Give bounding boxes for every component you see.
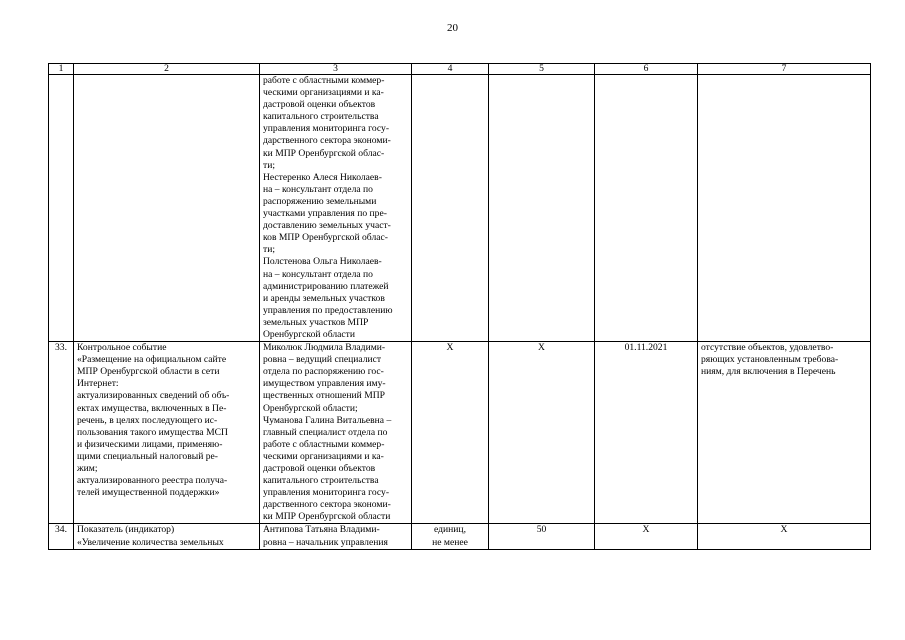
indicator-description-cell [74, 524, 260, 549]
header-col-3: 3 [260, 64, 412, 75]
responsible-persons-cell [260, 75, 412, 342]
text-line: дарственного сектора экономи- [263, 135, 391, 147]
text-line: ниям, для включения в Перечень [701, 366, 836, 378]
cell [489, 75, 595, 342]
text-line: ков МПР Оренбургской облас- [263, 232, 388, 244]
text-line: ческими организациями и ка- [263, 450, 384, 462]
text-line: капитального строительства [263, 475, 379, 487]
text-line: «Увеличение количества земельных [77, 536, 224, 548]
text-line: «Размещение на официальном сайте [77, 354, 227, 366]
note-cell: Х [698, 524, 871, 549]
cell [49, 75, 74, 342]
text-line: имуществом управления иму- [263, 378, 386, 390]
text-line: на – консультант отдела по [263, 268, 373, 280]
note-cell [698, 342, 871, 524]
text-line: управления по предоставлению [263, 304, 393, 316]
text-line: щими специальный налоговый ре- [77, 450, 218, 462]
value-cell: Х [489, 342, 595, 524]
text-line: работе с областными коммер- [263, 75, 385, 86]
header-col-4: 4 [412, 64, 489, 75]
text-line: ки МПР Оренбургской облас- [263, 147, 385, 159]
text-line: Оренбургской области [263, 328, 355, 340]
text-line: Миколюк Людмила Владими- [263, 342, 386, 354]
text-line: администрированию платежей [263, 280, 389, 292]
text-line: и аренды земельных участков [263, 292, 385, 304]
date-cell: 01.11.2021 [595, 342, 698, 524]
row-number: 34. [49, 524, 74, 549]
text-line: управления мониторинга госу- [263, 487, 390, 499]
header-col-5: 5 [489, 64, 595, 75]
continuation-row [49, 75, 871, 342]
text-line: ти; [263, 159, 275, 171]
table-row-34 [49, 524, 871, 549]
date-cell: Х [595, 524, 698, 549]
text-line: единиц, [434, 524, 466, 536]
text-line: жим; [77, 463, 98, 474]
text-line: Нестеренко Алеся Николаев- [263, 171, 382, 183]
text-line: работе с областными коммер- [263, 438, 385, 450]
table-header-row [49, 64, 871, 75]
text-line: актуализированных сведений об объ- [77, 390, 230, 402]
table-row-33 [49, 342, 871, 524]
value-cell: 50 [489, 524, 595, 549]
text-line: Чуманова Галина Витальевна – [263, 414, 392, 426]
text-line: ряющих установленным требова- [701, 354, 839, 366]
text-line: капитального строительства [263, 111, 379, 123]
text-line: пользования такого имущества МСП [77, 426, 228, 438]
text-line: Интернет: [77, 378, 119, 390]
text-line: дастровой оценки объектов [263, 463, 376, 474]
text-line: на – консультант отдела по [263, 183, 373, 195]
text-line: участками управления по пре- [263, 208, 387, 220]
header-col-2: 2 [74, 64, 260, 75]
text-line: отсутствие объектов, удовлетво- [701, 342, 834, 354]
text-line: щественных отношений МПР [263, 390, 386, 402]
text-line: речень, в целях последующего ис- [77, 414, 218, 426]
text-line: дастровой оценки объектов [263, 99, 376, 111]
text-line: ровна – ведущий специалист [263, 354, 382, 366]
text-line: ровна – начальник управления [263, 536, 388, 548]
cell [412, 75, 489, 342]
unit-cell [412, 524, 489, 549]
cell [595, 75, 698, 342]
text-line: управления мониторинга госу- [263, 123, 390, 135]
text-line: актуализированного реестра получа- [77, 475, 228, 487]
text-line: Полстенова Ольга Николаев- [263, 256, 382, 268]
text-line: Контрольное событие [77, 342, 167, 354]
text-line: земельных участков МПР [263, 316, 369, 328]
event-description-cell [74, 342, 260, 524]
text-line: Оренбургской области; [263, 402, 358, 414]
text-line: отдела по распоряжению гос- [263, 366, 384, 378]
text-line: не менее [432, 536, 468, 548]
text-line: ти; [263, 244, 275, 256]
text-line: главный специалист отдела по [263, 426, 388, 438]
text-line: дарственного сектора экономи- [263, 499, 391, 511]
page-number: 20 [447, 22, 458, 34]
responsible-persons-cell [260, 342, 412, 524]
document-table [48, 63, 871, 550]
text-line: и физическими лицами, применяю- [77, 438, 223, 450]
text-line: ческими организациями и ка- [263, 87, 384, 99]
header-col-7: 7 [698, 64, 871, 75]
responsible-persons-cell [260, 524, 412, 549]
text-line: доставлению земельных участ- [263, 220, 391, 232]
header-col-6: 6 [595, 64, 698, 75]
header-col-1: 1 [49, 64, 74, 75]
text-line: Показатель (индикатор) [77, 524, 175, 536]
text-line: Антипова Татьяна Владими- [263, 524, 380, 536]
cell [698, 75, 871, 342]
text-line: ектах имущества, включенных в Пе- [77, 402, 227, 414]
row-number: 33. [49, 342, 74, 524]
text-line: телей имущественной поддержки» [77, 487, 220, 499]
cell [74, 75, 260, 342]
text-line: МПР Оренбургской области в сети [77, 366, 220, 378]
text-line: ки МПР Оренбургской области [263, 511, 391, 523]
text-line: распоряжению земельными [263, 195, 377, 207]
unit-cell: Х [412, 342, 489, 524]
